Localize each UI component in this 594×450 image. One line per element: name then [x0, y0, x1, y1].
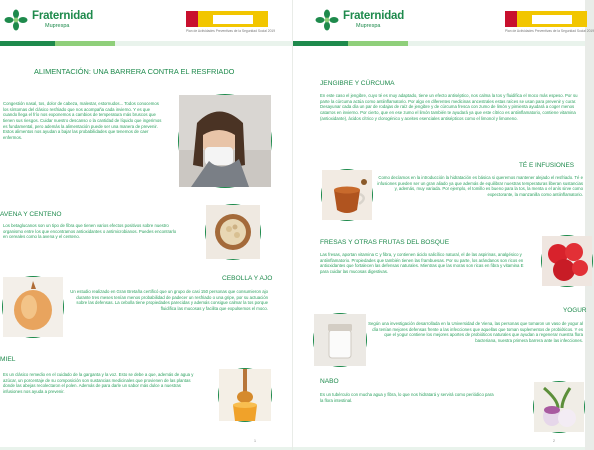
- body-miel: Es un clásico remedio en el cuidado de la garganta y la voz. Esto se debe a que, además de agua y azúcar, un porcentaje de su composición son sustancias medicinales que provienen de las plantas donde las abejas recolectaron el polen. Además de para darle un sabor más dulce a nuestras infusiones nos ayuda a prevenir.: [3, 372, 194, 395]
- body-yogur: Según una investigación desarrollada en la Universidad de Viena, las personas que tomaron un vaso de yogur al día tenían mejores defensas frente a las infecciones que aquellas que toman suplementos de probióticos. Y es que el yogur contiene los mejores aportes de probióticos naturales que ayudan a regenerar nuestra flora bacteriana, nuestra primera barrera ante las infecciones.: [368, 321, 583, 344]
- government-logo: [186, 11, 268, 27]
- woman-sneezing-image: [178, 94, 272, 188]
- brand-logo: [315, 9, 404, 31]
- body-jengibre: En este caso el jengibre, cuyo té es muy adaptado, tiene un efecto antiséptico, nos calma la tos y fluidifica el moco más espeso. Por su parte la cúrcuma actúa como antiinflamatorio. Por algo en diferentes medicinas ancestrales estas raíces se usan para prevenir y curar. Desayunar cada día un par de rodajas de raíz de jengibre y de cúrcuma fresca con zumo de limón y pimienta ayudará a coger menos catarros en invierno. Por cierto, que en ese zumo el limón también te ayudará ya que este cítrico es antiinflamatorio, contiene vitamina (antioxidante), ácidos cítrico y clorogénico y aceites esenciales antisépticos como el limonol y limoneno.: [320, 93, 578, 121]
- header-band-light: [55, 41, 115, 46]
- gov-caption: Plan de Actividades Preventivas de la Seguridad Social 2019: [186, 29, 276, 33]
- body-te: Como decíamos en la introducción la hidratación es básica si queremos mantener alejado el resfriado. Té e infusiones pueden ser un gran aliado ya que además de equilibrar nuestras temperaturas liberan sustancias y, además, muy variada. Por ejemplo, el tomillo es bueno para la tos, la menta o el anís sirve como expectorante, la manzanilla como antiinflamatorio.: [377, 175, 583, 198]
- brand-subname: Muprespa: [45, 23, 70, 29]
- yogurt-jar-image: [313, 313, 367, 367]
- heading-fresas: FRESAS Y OTRAS FRUTAS DEL BOSQUE: [320, 239, 450, 246]
- header-band-dark: [0, 41, 55, 46]
- body-fresas: Las fresas, aportan vitamina C y fibra, y contienen ácido salicílico natural, el de las aspirinas, analgésico y antiinflamatorio. Propiedades que también tienen las frambuesas. Por su parte, los arándanos son ricos en antioxidantes que fortalecen las defensas naturales. Mientras que las moras son ricas en fibra y vitamina E para cuidar las mucosas digestivas.: [320, 252, 524, 275]
- heading-nabo: NABO: [320, 378, 339, 385]
- body-nabo: Es un tubérculo con mucha agua y fibra, lo que nos hidratará y servirá como periódico para la flora intestinal.: [320, 392, 494, 403]
- page-1: [0, 0, 292, 450]
- spain-shield-icon: [505, 11, 517, 27]
- oats-bowl-image: [205, 204, 261, 260]
- page-number: 2: [553, 439, 555, 443]
- brand-subname: Muprespa: [356, 23, 381, 29]
- body-cebolla: Un estudio realizado en Gran Bretaña certificó que un grupo de casi 150 personas que consumieron ajo durante tres meses tenían menos probabilidad de padecer un resfriado o una gripe, por su actuación sobre las defensas. La cebolla tiene propiedades parecidas y además consigue calmar la tos porque fluidifica las mucosas y facilita que expulsemos el moco.: [70, 289, 268, 312]
- onion-image: [2, 276, 64, 338]
- page-2: [293, 0, 594, 450]
- gov-caption: Plan de Actividades Preventivas de la Seguridad Social 2019: [505, 29, 594, 33]
- page-header: [293, 0, 594, 42]
- heading-yogur: YOGUR: [563, 307, 587, 314]
- tea-cup-image: [321, 169, 373, 221]
- heading-te: TÉ E INFUSIONES: [519, 162, 575, 169]
- header-band-dark: [293, 41, 348, 46]
- heading-avena: AVENA Y CENTENO: [0, 211, 62, 218]
- body-avena: Los betaglucanos son un tipo de fibra que tienen varios efectos positivos sobre nuestro organismo entre los que encontramos antioxidantes o antimicrobianos. Puedes encontrarlo en cereales como la avena y el centeno.: [3, 223, 177, 240]
- flower-logo-icon: [4, 9, 28, 31]
- spain-shield-icon: [186, 11, 198, 27]
- heading-cebolla: CEBOLLA Y AJO: [222, 275, 273, 282]
- heading-jengibre: JENGIBRE Y CÚRCUMA: [320, 80, 395, 87]
- flower-logo-icon: [315, 9, 339, 31]
- intro-paragraph: Congestión nasal, tos, dolor de cabeza, malestar, estornudos... Todos conocemos los síntomas del clásico resfriado que nos acompaña cada invierno. Y es que cuando llega el frío nos exponemos a cambios de temperatura más bruscos que tienen sus riesgos. Cuidar nuestro descanso o la cantidad de líquido que ingerimos es fundamental, pero además la alimentación puede ser una manera de prevenir. Estos alimentos nos ayudan a bajar las probabilidades que tenemos de caer enfermos.: [3, 101, 162, 141]
- page-header: [0, 0, 292, 42]
- strawberries-image: [541, 235, 593, 287]
- page-title: ALIMENTACIÓN: UNA BARRERA CONTRA EL RESFRIADO: [34, 67, 235, 76]
- brand-logo: [4, 9, 93, 31]
- government-logo: [505, 11, 587, 27]
- brand-name: Fraternidad: [32, 9, 94, 22]
- page-number: 1: [254, 439, 256, 443]
- heading-miel: MIEL: [0, 356, 16, 363]
- brand-name: Fraternidad: [343, 9, 405, 22]
- header-band-light: [348, 41, 408, 46]
- turnips-image: [533, 381, 585, 433]
- honey-dipper-image: [218, 368, 272, 422]
